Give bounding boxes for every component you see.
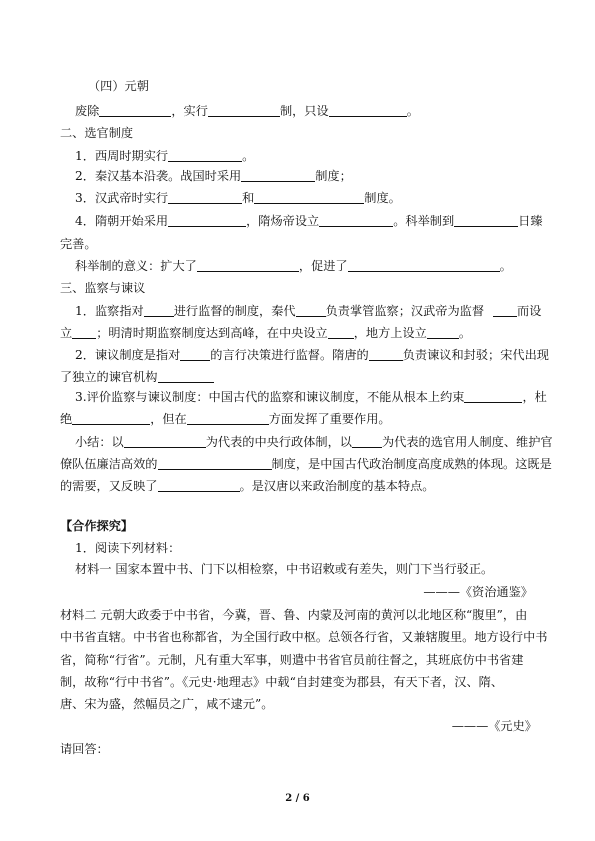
item-line: 的需要，又反映了 。是汉唐以来政治制度的基本特点。 bbox=[60, 479, 435, 493]
blank bbox=[319, 214, 393, 227]
section-heading-3: 三、监察与谏议 bbox=[60, 281, 146, 295]
material-line: 省，简称“行省”。元制，凡有重大军事，则遣中书省官员前往督之，其班底仿中书省建 bbox=[60, 653, 524, 667]
yuan-line: 废除 ，实行 制，只设 。 bbox=[75, 104, 419, 118]
blank bbox=[493, 304, 517, 317]
item-line: 4．隋朝开始采用 ，隋炀帝设立 。科举制到 日臻 bbox=[75, 214, 543, 228]
prompt-line: 请回答： bbox=[60, 742, 109, 756]
blank bbox=[454, 214, 518, 227]
blank bbox=[241, 169, 315, 182]
blank bbox=[208, 104, 280, 117]
section-heading-2: 二、选官制度 bbox=[60, 126, 134, 140]
material-line: 唐、宋为盛，然幅员之广，咸不逮元”。 bbox=[60, 697, 274, 711]
blank bbox=[158, 370, 214, 383]
blank bbox=[72, 412, 150, 425]
blank bbox=[144, 304, 174, 317]
material-line: 中书省直辖。中书省也称都省，为全国行政中枢。总领各行省，又兼辖腹里。地方设行中书 bbox=[60, 630, 548, 644]
question-line: 1．阅读下列材料： bbox=[75, 541, 181, 555]
page-number: 2 / 6 bbox=[285, 793, 310, 804]
blank bbox=[99, 104, 171, 117]
item-line: 僚队伍廉洁高效的 制度，是中国古代政治制度高度成熟的体现。这既是 bbox=[60, 457, 552, 471]
blank bbox=[197, 259, 299, 272]
blank bbox=[352, 435, 382, 448]
item-line: 绝 ，但在 方面发挥了重要作用。 bbox=[60, 412, 391, 426]
blank bbox=[187, 412, 269, 425]
blank bbox=[168, 214, 246, 227]
blank bbox=[72, 326, 96, 339]
item-line: 2．谏议制度是指对 的言行决策进行监督。隋唐的 负责谏议和封驳；宋代出现 bbox=[75, 348, 549, 362]
item-line: 1．西周时期实行 。 bbox=[75, 149, 255, 163]
item-line: 1．监察指对 进行监督的制度，秦代 负责掌管监察；汉武帝为监督 而设 bbox=[75, 304, 542, 318]
material-line: 材料一 国家本置中书、门下以相检察，中书诏敕或有差失，则门下当行驳正。 bbox=[75, 562, 494, 576]
material-source: ———《元史》 bbox=[451, 719, 537, 733]
blank bbox=[168, 191, 242, 204]
item-line: 2．秦汉基本沿袭。战国时采用 制度； bbox=[75, 169, 352, 183]
blank bbox=[427, 326, 459, 339]
blank bbox=[124, 435, 206, 448]
blank bbox=[348, 259, 500, 272]
material-line: 材料二 元朝大政委于中书省，今冀，晋、鲁、内蒙及河南的黄河以北地区称“腹里”，由 bbox=[60, 608, 528, 622]
blank bbox=[464, 390, 522, 403]
item-line: 小结：以 为代表的中央行政体制，以 为代表的选官用人制度、维护官 bbox=[75, 435, 553, 449]
blank bbox=[168, 149, 242, 162]
blank bbox=[180, 348, 210, 361]
section-heading-cooperative: 【合作探究】 bbox=[60, 519, 134, 533]
blank bbox=[328, 326, 354, 339]
material-line: 制，故称“行中书省”。《元史·地理志》中载“自封建变为郡县，有天下者，汉、隋、 bbox=[60, 675, 504, 689]
item-line: 科举制的意义：扩大了 ，促进了 。 bbox=[75, 259, 512, 273]
blank bbox=[329, 104, 407, 117]
blank bbox=[158, 479, 240, 492]
blank bbox=[254, 191, 364, 204]
blank bbox=[296, 304, 326, 317]
item-line: 了独立的谏官机构 bbox=[60, 369, 214, 385]
section-heading: （四）元朝 bbox=[88, 79, 149, 93]
blank bbox=[369, 348, 403, 361]
material-source: ———《资治通鉴》 bbox=[423, 585, 533, 599]
item-line: 3．汉武帝时实行 和 制度。 bbox=[75, 191, 401, 205]
section-yuan bbox=[88, 78, 149, 94]
item-line: 3.评价监察与谏议制度：中国古代的监察和谏议制度，不能从根本上约束 ，杜 bbox=[75, 390, 547, 404]
item-line: 完善。 bbox=[60, 237, 97, 251]
blank bbox=[158, 457, 272, 470]
item-line: 立 ；明清时期监察制度达到高峰，在中央设立 ，地方上设立 。 bbox=[60, 326, 472, 340]
